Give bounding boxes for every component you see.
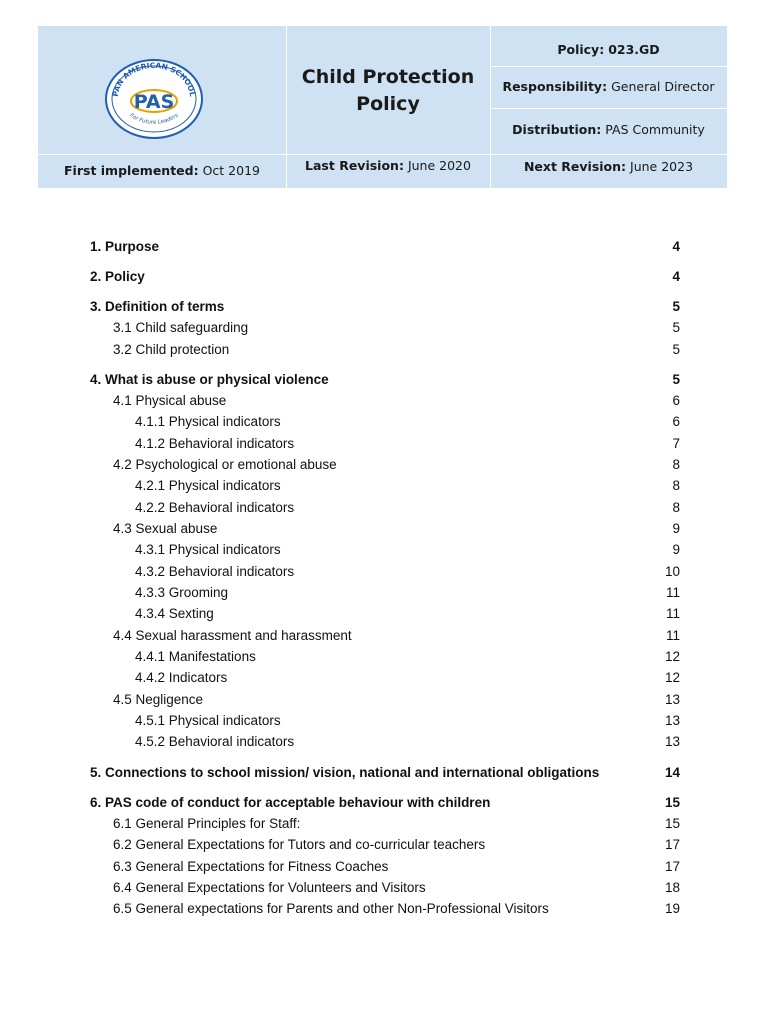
toc-entry-label: 4.3.2 Behavioral indicators	[135, 564, 295, 579]
toc-entry[interactable]	[0, 814, 770, 834]
toc-entry-label: 2. Policy	[90, 269, 145, 284]
logo-motto: For Future Leaders	[128, 112, 180, 126]
toc-entry-label: 4.3 Sexual abuse	[113, 521, 218, 536]
toc-entry[interactable]	[0, 604, 770, 624]
toc-entry[interactable]	[0, 647, 770, 667]
toc-entry-page: 9	[672, 521, 680, 536]
toc-entry[interactable]	[0, 732, 770, 752]
toc-entry-page: 12	[664, 670, 680, 685]
toc-entry-label: 3.2 Child protection	[113, 342, 230, 357]
toc-entry-page: 6	[672, 414, 680, 429]
toc-entry[interactable]	[0, 857, 770, 877]
toc-entry[interactable]	[0, 878, 770, 898]
distribution-value: PAS Community	[605, 122, 705, 137]
toc-entry[interactable]	[0, 626, 770, 646]
toc-entry-page: 12	[664, 649, 680, 664]
next-revision-value: June 2023	[630, 159, 694, 174]
toc-entry-page: 11	[665, 585, 680, 600]
toc-entry[interactable]	[0, 267, 770, 287]
toc-entry-label: 6.4 General Expectations for Volunteers and Visitors	[113, 880, 426, 895]
toc-entry[interactable]	[0, 668, 770, 688]
toc-entry-label: 4.5.2 Behavioral indicators	[135, 734, 295, 749]
toc-entry-label: 6. PAS code of conduct for acceptable behaviour with children	[90, 795, 491, 810]
toc-entry-label: 3.1 Child safeguarding	[113, 320, 249, 335]
logo-arc-text: PAN AMERICAN SCHOOL	[110, 60, 198, 98]
toc-entry-page: 19	[664, 901, 680, 916]
toc-entry-label: 4.4.2 Indicators	[135, 670, 228, 685]
toc-entry[interactable]	[0, 711, 770, 731]
toc-entry-label: 4.2 Psychological or emotional abuse	[113, 457, 337, 472]
toc-entry-page: 5	[672, 342, 680, 357]
toc-entry-label: 4.4.1 Manifestations	[135, 649, 256, 664]
last-revision-label: Last Revision:	[305, 158, 404, 173]
toc-entry[interactable]	[0, 340, 770, 360]
toc-entry-page: 4	[672, 239, 680, 254]
title-line-2: Policy	[356, 93, 420, 115]
toc-entry[interactable]	[0, 498, 770, 518]
toc-entry-page: 5	[672, 320, 680, 335]
toc-entry[interactable]	[0, 540, 770, 560]
toc-entry-label: 4.3.4 Sexting	[135, 606, 214, 621]
toc-entry-label: 4.1 Physical abuse	[113, 393, 227, 408]
toc-entry-page: 15	[664, 816, 680, 831]
toc-entry[interactable]	[0, 763, 770, 783]
toc-entry-page: 5	[672, 299, 680, 314]
last-revision-value: June 2020	[407, 158, 471, 173]
toc-entry-label: 4.2.2 Behavioral indicators	[135, 500, 295, 515]
distribution-label: Distribution:	[512, 122, 602, 137]
toc-entry[interactable]	[0, 583, 770, 603]
toc-entry-page: 14	[664, 765, 680, 780]
toc-entry-label: 4.5 Negligence	[113, 692, 204, 707]
first-implemented-value: Oct 2019	[202, 163, 260, 178]
responsibility-value: General Director	[611, 79, 715, 94]
toc-entry-page: 7	[672, 436, 680, 451]
toc-entry-label: 4.2.1 Physical indicators	[135, 478, 281, 493]
next-revision-label: Next Revision:	[523, 159, 627, 174]
toc-entry[interactable]	[0, 476, 770, 496]
responsibility-label: Responsibility:	[502, 79, 608, 94]
toc-entry-label: 6.5 General expectations for Parents and other Non-Professional Visitors	[113, 901, 549, 916]
toc-entry[interactable]	[0, 391, 770, 411]
toc-entry-page: 13	[664, 734, 680, 749]
toc-entry-page: 13	[664, 692, 680, 707]
toc-entry[interactable]	[0, 562, 770, 582]
toc-entry-label: 4.3.3 Grooming	[135, 585, 229, 600]
toc-entry-page: 11	[665, 628, 680, 643]
toc-entry[interactable]	[0, 455, 770, 475]
toc-entry[interactable]	[0, 297, 770, 317]
toc-entry-page: 9	[672, 542, 680, 557]
toc-entry[interactable]	[0, 690, 770, 710]
toc-entry[interactable]	[0, 793, 770, 813]
toc-entry-page: 17	[664, 837, 680, 852]
toc-entry[interactable]	[0, 899, 770, 919]
toc-entry-label: 6.1 General Principles for Staff:	[113, 816, 301, 831]
toc-entry-page: 8	[672, 457, 680, 472]
toc-entry[interactable]	[0, 434, 770, 454]
toc-entry-page: 6	[672, 393, 680, 408]
toc-entry-page: 18	[664, 880, 680, 895]
toc-entry-page: 4	[672, 269, 680, 284]
title-line-1: Child Protection	[301, 66, 475, 88]
toc-entry-page: 10	[664, 564, 680, 579]
toc-entry-label: 1. Purpose	[90, 239, 160, 254]
toc-entry[interactable]	[0, 835, 770, 855]
toc-entry-label: 3. Definition of terms	[90, 299, 225, 314]
toc-entry-page: 17	[664, 859, 680, 874]
toc-entry-label: 4. What is abuse or physical violence	[90, 372, 329, 387]
policy-label: Policy:	[557, 42, 605, 57]
toc-entry-label: 5. Connections to school mission/ vision, national and international obligations	[90, 765, 600, 780]
toc-entry[interactable]	[0, 370, 770, 390]
first-implemented-label: First implemented:	[64, 163, 199, 178]
toc-entry-page: 13	[664, 713, 680, 728]
toc-entry[interactable]	[0, 519, 770, 539]
toc-entry-page: 15	[664, 795, 680, 810]
toc-entry-page: 5	[672, 372, 680, 387]
toc-entry-page: 8	[672, 478, 680, 493]
toc-entry-page: 11	[665, 606, 680, 621]
toc-entry-label: 4.1.2 Behavioral indicators	[135, 436, 295, 451]
logo-initials: PAS	[133, 91, 175, 113]
toc-entry-label: 6.2 General Expectations for Tutors and co-curricular teachers	[113, 837, 486, 852]
toc-entry[interactable]	[0, 318, 770, 338]
toc-entry-label: 4.5.1 Physical indicators	[135, 713, 281, 728]
toc-entry-label: 4.4 Sexual harassment and harassment	[113, 628, 352, 643]
toc-entry-page: 8	[672, 500, 680, 515]
toc-entry[interactable]	[0, 237, 770, 257]
toc-entry-label: 4.3.1 Physical indicators	[135, 542, 281, 557]
policy-value: 023.GD	[608, 42, 660, 57]
toc-entry-label: 4.1.1 Physical indicators	[135, 414, 281, 429]
toc-entry[interactable]	[0, 412, 770, 432]
toc-entry-label: 6.3 General Expectations for Fitness Coaches	[113, 859, 389, 874]
